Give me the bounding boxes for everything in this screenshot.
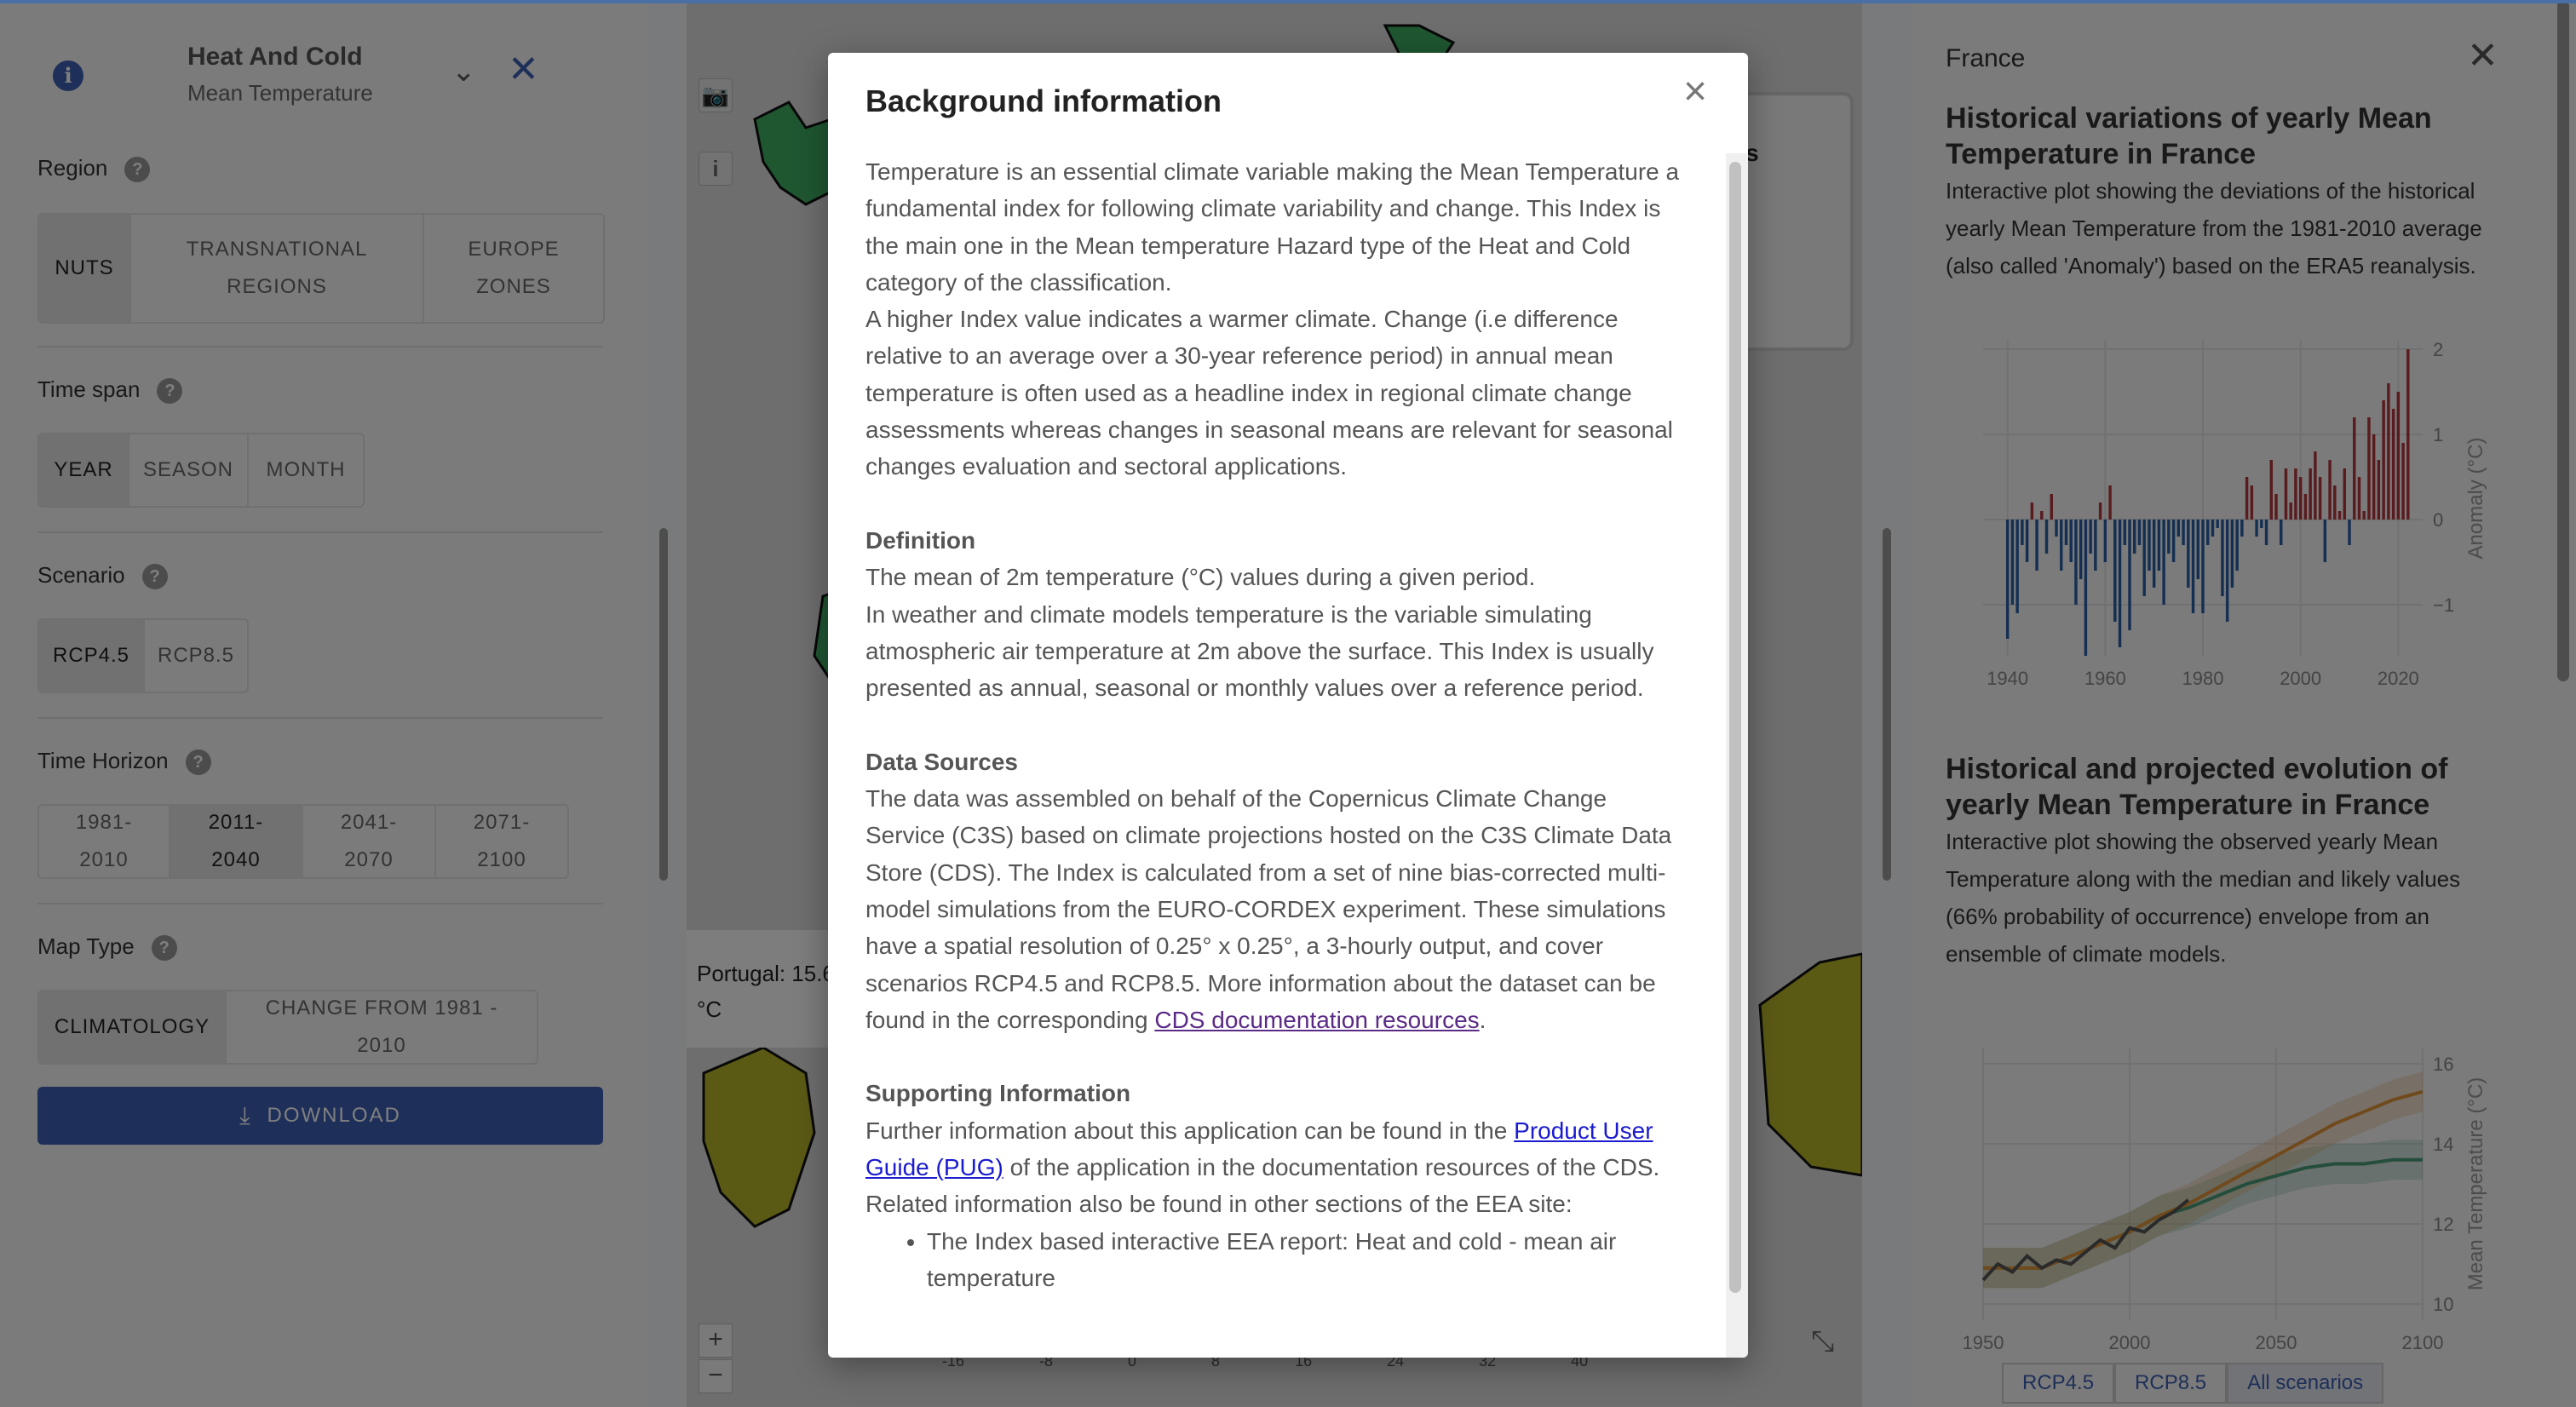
cds-documentation-link[interactable]: CDS documentation resources: [1154, 1006, 1480, 1033]
top-accent-line: [0, 0, 2576, 3]
list-item[interactable]: • The Index based interactive EEA report: Heat and cold - mean air temperature: [927, 1223, 1683, 1297]
data-sources-end: .: [1479, 1006, 1486, 1033]
background-info-modal: [828, 53, 1748, 1358]
definition-text: The mean of 2m temperature (°C) values during a given period.: [865, 564, 1536, 591]
modal-body: [865, 153, 1683, 1358]
supporting-list: [865, 1223, 1683, 1297]
modal-title: Background information: [865, 83, 1222, 118]
supporting-text: [865, 1112, 1683, 1223]
supporting-pre: Further information about this application can be found in the: [865, 1117, 1515, 1144]
intro-paragraph: A higher Index value indicates a warmer climate. Change (i.e difference relative to an average over a 30-year reference period) in annual mean temperature is often used as a headline index in regional climate change assessments whereas changes in seasonal means are relevant for seasonal changes evaluation and sectoral applications.: [865, 306, 1673, 480]
definition-text: In weather and climate models temperature is the variable simulating atmospheric air temperature at 2m above the surface. This Index is usually presented as annual, seasonal or monthly values over a reference period.: [865, 600, 1654, 702]
data-sources-heading: Data Sources: [865, 748, 1018, 775]
intro-paragraph: Temperature is an essential climate variable making the Mean Temperature a fundamental index for following climate variability and change. This Index is the main one in the Mean temperature Hazard type of the Heat and Cold category of the classification.: [865, 158, 1680, 296]
supporting-heading: Supporting Information: [865, 1080, 1131, 1107]
data-sources-text: [865, 780, 1683, 1038]
supporting-post: of the application in the documentation resources of the CDS. Related information also be found in other sections of the EEA site:: [865, 1154, 1660, 1218]
data-sources-body: The data was assembled on behalf of the Copernicus Climate Change Service (C3S) based on climate projections hosted on the C3S Climate Data Store (CDS). The Index is calculated from a set of nine bias-corrected multi-model simulations from the EURO-CORDEX experiment. These simulations have a spatial resolution of 0.25° x 0.25°, a 3-hourly output, and cover scenarios RCP4.5 and RCP8.5. More information about the dataset can be found in the corresponding: [865, 785, 1672, 1033]
modal-scrollbar[interactable]: [1729, 162, 1741, 1293]
close-icon[interactable]: ×: [1683, 69, 1708, 114]
product-user-guide-link[interactable]: Product User Guide (PUG): [865, 1117, 1653, 1181]
definition-heading: Definition: [865, 526, 976, 554]
